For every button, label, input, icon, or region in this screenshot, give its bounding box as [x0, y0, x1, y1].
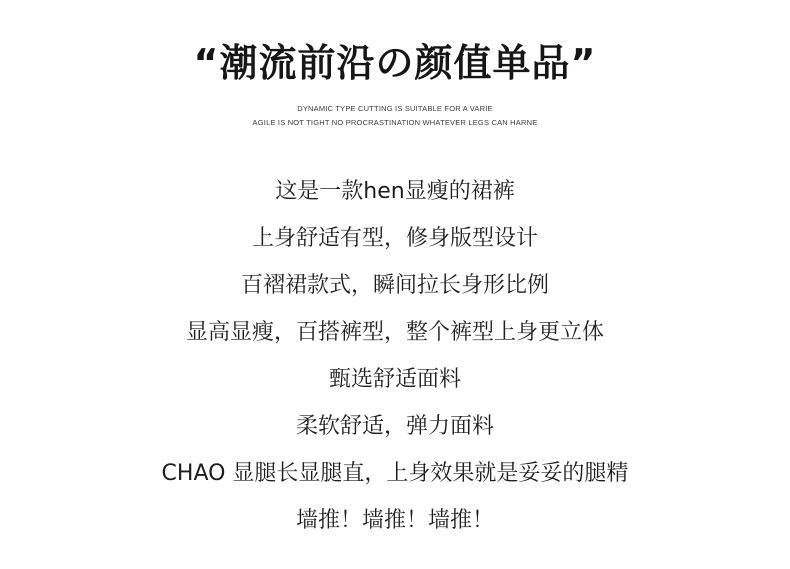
description-line: 甄选舒适面料: [328, 367, 461, 392]
description-line: 这是一款hen显瘦的裙裤: [275, 179, 515, 204]
description-list: [0, 172, 790, 548]
description-line: 显高显瘦，百搭裤型，整个裤型上身更立体: [185, 320, 604, 345]
description-line: CHAO 显腿长显腿直，上身效果就是妥妥的腿精: [161, 461, 629, 486]
subtitle-line-2: AGILE IS NOT TIGHT NO PROCRASTINATION WHATEVER LEGS CAN HARNE: [252, 118, 538, 127]
description-line: 百褶裙款式，瞬间拉长身形比例: [240, 273, 549, 298]
description-line: 上身舒适有型，修身版型设计: [251, 226, 538, 251]
subtitle-line-1: DYNAMIC TYPE CUTTING IS SUITABLE FOR A VARIE: [297, 104, 493, 113]
headline-title: “潮流前沿の颜值单品”: [193, 41, 597, 85]
description-line: 柔软舒适，弹力面料: [295, 414, 494, 439]
description-line: 墙推！墙推！墙推！: [295, 508, 494, 533]
